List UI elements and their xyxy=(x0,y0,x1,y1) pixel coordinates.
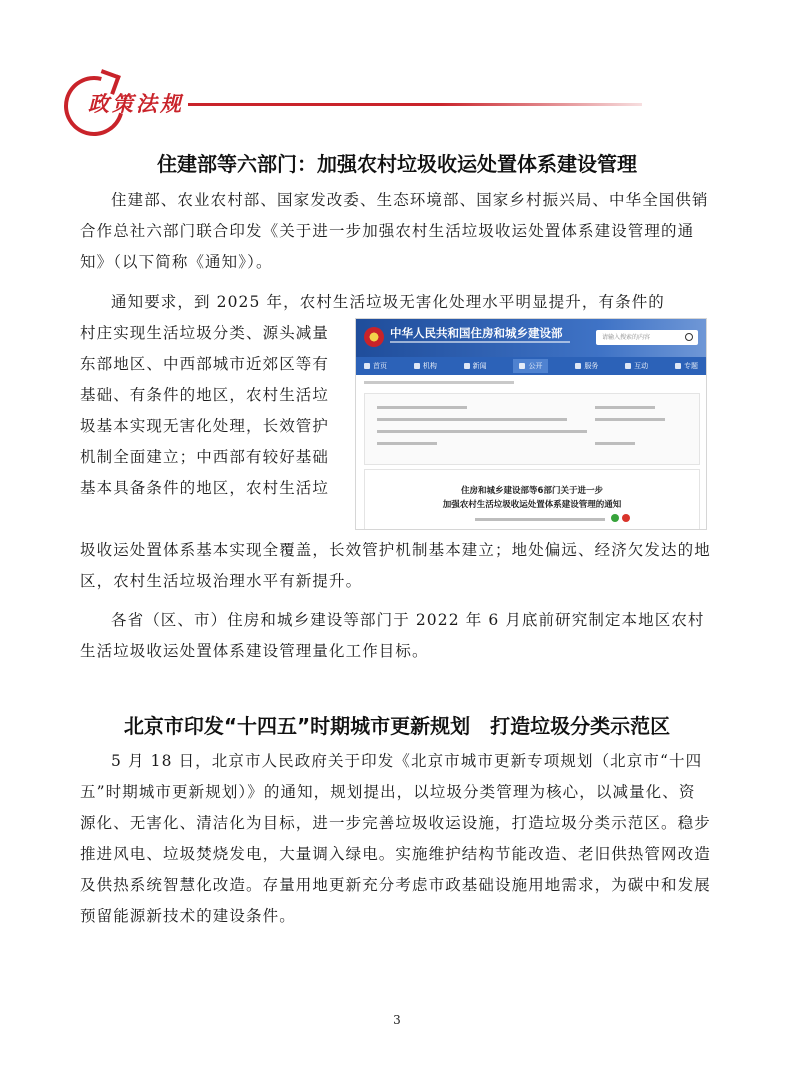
nav-item-home: 首页 xyxy=(364,361,387,371)
search-placeholder: 请输入搜索的内容 xyxy=(602,334,651,341)
weibo-share-icon xyxy=(622,514,630,522)
article-2-paragraph-1: 5 月 18 日，北京市人民政府关于印发《北京市城市更新专项规划（北京市“十四五”时期城市更新规划）》的通知，规划提出，以垃圾分类管理为核心，以减量化、资源化、无害化、清洁化为目标，进一步完善垃圾收运设施，打造垃圾分类示范区。稳步推进风电、垃圾焚烧发电，大量调入绿电。实施维护结构节能改造、老旧供热管网改造及供热系统智慧化改造。存量用地更新充分考虑市政基础设施用地需求，为碳中和发展预留能源新技术的建设条件。 xyxy=(80,752,711,925)
website-header xyxy=(356,319,706,357)
website-breadcrumb xyxy=(364,381,514,384)
document-title-line-2: 加强农村生活垃圾收运处置体系建设管理的通知 xyxy=(442,500,622,510)
article-1-paragraph-2-tail: 圾收运处置体系基本实现全覆盖，长效管护机制基本建立；地处偏远、经济欠发达的地区，农村生活垃圾治理水平有新提升。 xyxy=(80,541,711,590)
article-1-paragraph-3: 各省（区、市）住房和城乡建设等部门于 2022 年 6 月底前研究制定本地区农村生活垃圾收运处置体系建设管理量化工作目标。 xyxy=(80,611,705,660)
section-title: 政策法规 xyxy=(88,91,184,116)
nav-item-org: 机构 xyxy=(414,361,437,371)
topic-icon xyxy=(675,363,681,369)
nav-item-public: 公开 xyxy=(513,359,548,373)
service-icon xyxy=(575,363,581,369)
page-number: 3 xyxy=(393,1013,401,1027)
document-metadata-box xyxy=(364,393,700,465)
wrapped-line: 东部地区、中西部城市近郊区等有 xyxy=(80,355,330,373)
wrapped-line: 基本具备条件的地区，农村生活垃 xyxy=(80,479,330,497)
wrapped-line: 圾基本实现无害化处理，长效管护 xyxy=(80,417,330,435)
article-1-paragraph-1: 住建部、农业农村部、国家发改委、生态环境部、国家乡村振兴局、中华全国供销合作总社六部门联合印发《关于进一步加强农村生活垃圾收运处置体系建设管理的通知》（以下简称《通知》）。 xyxy=(80,191,709,271)
wrapped-line: 村庄实现生活垃圾分类、源头减量 xyxy=(80,324,330,342)
document-title-line-1: 住房和城乡建设部等6部门关于进一步 xyxy=(461,486,603,496)
article-1-paragraph-2-intro: 通知要求，到 2025 年，农村生活垃圾无害化处理水平明显提升，有条件的 xyxy=(111,293,665,311)
national-emblem-icon xyxy=(364,327,384,347)
document-title-box xyxy=(364,469,700,530)
nav-item-service: 服务 xyxy=(575,361,598,371)
home-icon xyxy=(364,363,370,369)
nav-item-news: 新闻 xyxy=(464,361,487,371)
wechat-share-icon xyxy=(611,514,619,522)
article-1-wrapped-text xyxy=(80,318,350,504)
wrapped-line: 基础、有条件的地区，农村生活垃 xyxy=(80,386,330,404)
article-title-1: 住建部等六部门：加强农村垃圾收运处置体系建设管理 xyxy=(157,152,637,176)
search-icon xyxy=(685,333,693,341)
building-icon xyxy=(414,363,420,369)
nav-item-topic: 专题 xyxy=(675,361,698,371)
document-info-line xyxy=(475,518,605,521)
section-header xyxy=(62,68,642,130)
website-nav xyxy=(356,357,706,375)
nav-item-interact: 互动 xyxy=(625,361,648,371)
website-title: 中华人民共和国住房和城乡建设部 xyxy=(390,326,563,340)
wrapped-line: 机制全面建立；中西部有较好基础 xyxy=(80,448,330,466)
chat-icon xyxy=(625,363,631,369)
article-title-2: 北京市印发“十四五”时期城市更新规划 打造垃圾分类示范区 xyxy=(123,714,671,738)
news-icon xyxy=(464,363,470,369)
website-search-box xyxy=(596,330,698,345)
website-screenshot-figure xyxy=(355,318,707,530)
website-subtitle xyxy=(390,341,570,343)
header-divider xyxy=(188,103,642,106)
document-icon xyxy=(519,363,525,369)
